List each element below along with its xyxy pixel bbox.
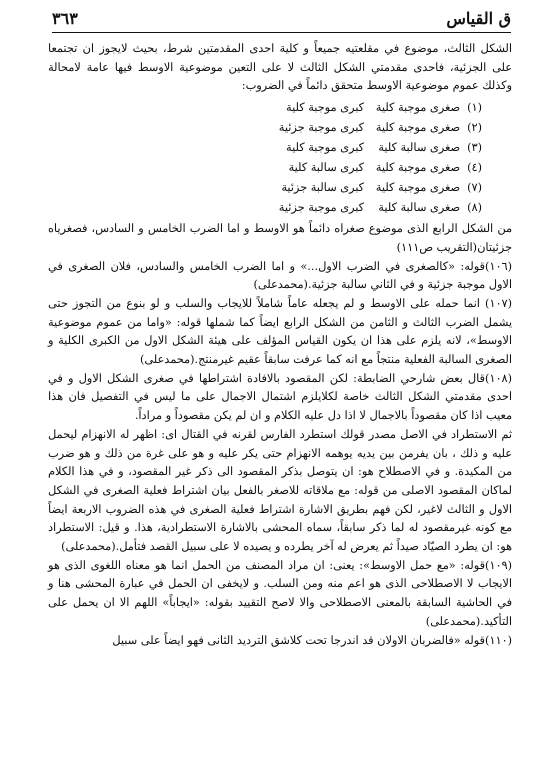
mood-minor: صغرى سالبة كلية <box>378 201 460 215</box>
page-body <box>48 40 512 650</box>
moods-list <box>48 98 512 218</box>
mood-number: (٣) <box>467 141 482 155</box>
footnote-108: (١٠٨)قال بعض شارحي الضابطة: لكن المقصود بالافادة اشتراطها في صغرى الشكل الاول و في احدى مقدمتي الشكل الثالث خاصة لكلايلزم اشتمال الاجمال على ما ليس في التفصيل فان هذا معيب اذا كان مقصوداً بالاجمال لا اذا دل عليه الكلام و ان لم يكن مقصوداً و مراداً. <box>48 371 512 423</box>
mood-major: كبرى سالبة كلية <box>288 161 364 175</box>
list-item <box>48 158 512 178</box>
mood-number: (٧) <box>467 181 482 195</box>
mood-major: كبرى موجبة كلية <box>286 101 364 115</box>
footnote-106: (١٠٦)قوله: «كالصغرى في الضرب الاول...» و اما الضرب الخامس والسادس، فلان الصغرى في الاول موجبة جزئية و في الثاني سالبة جزئية.(محمدعلى) <box>48 259 512 292</box>
footnote-110: (١١٠)قوله «فالضربان الاولان قد اندرجا تحت كلاشق الترديد الثانى فهو ايضاً على سبيل <box>112 633 512 647</box>
footnote-109: (١٠٩)قوله: «مع حمل الاوسط»: يعنى: ان مراد المصنف من الحمل انما هو معناه اللغوى الذى هو الايجاب لا الاصطلاحى الذى هو اعم منه ومن السلب. و لايخفى ان الحمل في عبارة المحشى هنا و في الحاشية السابقة بالمعنى الاصطلاحى والا لاصح التقييد بقوله: «ايجاباً» اللهم الا ان يحمل على التأكيد.(محمدعلى) <box>48 558 512 628</box>
mood-minor: صغرى سالبة كلية <box>378 141 460 155</box>
footnote-107: (١٠٧) انما حمله على الاوسط و لم يجعله عاماً شاملاً للايجاب والسلب و لو بنوع من التجوز حتى يشمل الضرب الثالث و الثامن من الشكل الرابع ايضاً كما شملها قوله: «واما من عموم موضوعية الاوسط»، لانه يلزم على هذا ان يكون القياس المؤلف على هيئة الشكل الاول من الكبرى الكلية و الصغرى السالبة الفعلية منتجاً مع انه كما عرفت سابقاً عقيم غيرمنتج.(محمدعلى) <box>48 296 512 367</box>
mood-minor: صغرى موجبة كلية <box>375 181 460 195</box>
page-number: ٣٦٣ <box>52 9 78 28</box>
paragraph-istitrad: ثم الاستطراد في الاصل مصدر قولك استطرد الفارس لقرنه في القتال اى: اظهر له الانهزام ليحمل عليه و ذلك ، بان يفرمن بين يديه يوهمه الانهزام حتى يكر عليه و هو على غرة من ذلك و هو ضرب من المكيدة. و في الاصطلاح هو: ان يتوصل بذكر المقصود الى ذكر غير المقصود، و في هذا الكلام لماكان المقصود الاصلى من قوله: مع ملاقاته للاصغر بالفعل بيان اشتراط فعلية الصغرى في الشكل الاول و الثالث لاغير، لكن فهم بطريق الاشارة اشتراط فعلية الصغرى في هذه الضروب الاربعة ايضاً مع كونه غيرمقصود له لما ذكر سابقاً، سماه المحشى بالاشارة الاستطرادية، هذا. و قيل: الاستطراد هو: ان يطرد الصيّاد صيداً ثم يعرض له آخر يطرده و يصيده لا على سبيل القصد فتأمل.(محمدعلى) <box>48 427 512 554</box>
list-item <box>48 198 512 218</box>
running-header <box>52 8 511 33</box>
mood-number: (٨) <box>467 201 482 215</box>
chapter-title: ق القياس <box>446 9 511 28</box>
mood-major: كبرى موجبة جزئية <box>278 201 364 215</box>
paragraph-intro: الشكل الثالث، موضوع في مقلعتيه جميعاً و كلية احدى المقدمتين شرط، بحيث لايجوز ان تجتمعا على الجزئية، فاحدى مقدمتي الشكل الثالث لا على التعين موضوعية الاوسط فيها عامة لامحالة وكذلك عموم موضوعية الاوسط متحقق دائماً في الضروب: <box>48 42 512 93</box>
mood-number: (٤) <box>467 161 482 175</box>
list-item <box>48 98 512 118</box>
mood-minor: صغرى موجبة كلية <box>375 161 460 175</box>
list-item <box>48 138 512 158</box>
mood-minor: صغرى موجبة كلية <box>375 101 460 115</box>
mood-major: كبرى موجبة كلية <box>286 141 364 155</box>
mood-number: (٢) <box>467 121 482 135</box>
mood-major: كبرى سالبة جزئية <box>281 181 364 195</box>
mood-number: (١) <box>467 101 482 115</box>
mood-minor: صغرى موجبة كلية <box>375 121 460 135</box>
mood-major: كبرى موجبة جزئية <box>278 121 364 135</box>
list-item <box>48 178 512 198</box>
list-item <box>48 118 512 138</box>
paragraph-fourth-figure: من الشكل الرابع الذى موضوع صغراه دائماً هو الاوسط و اما الضرب الخامس و السادس، فصغرياه جزئيتان(التقريب ص١١١) <box>48 222 512 254</box>
